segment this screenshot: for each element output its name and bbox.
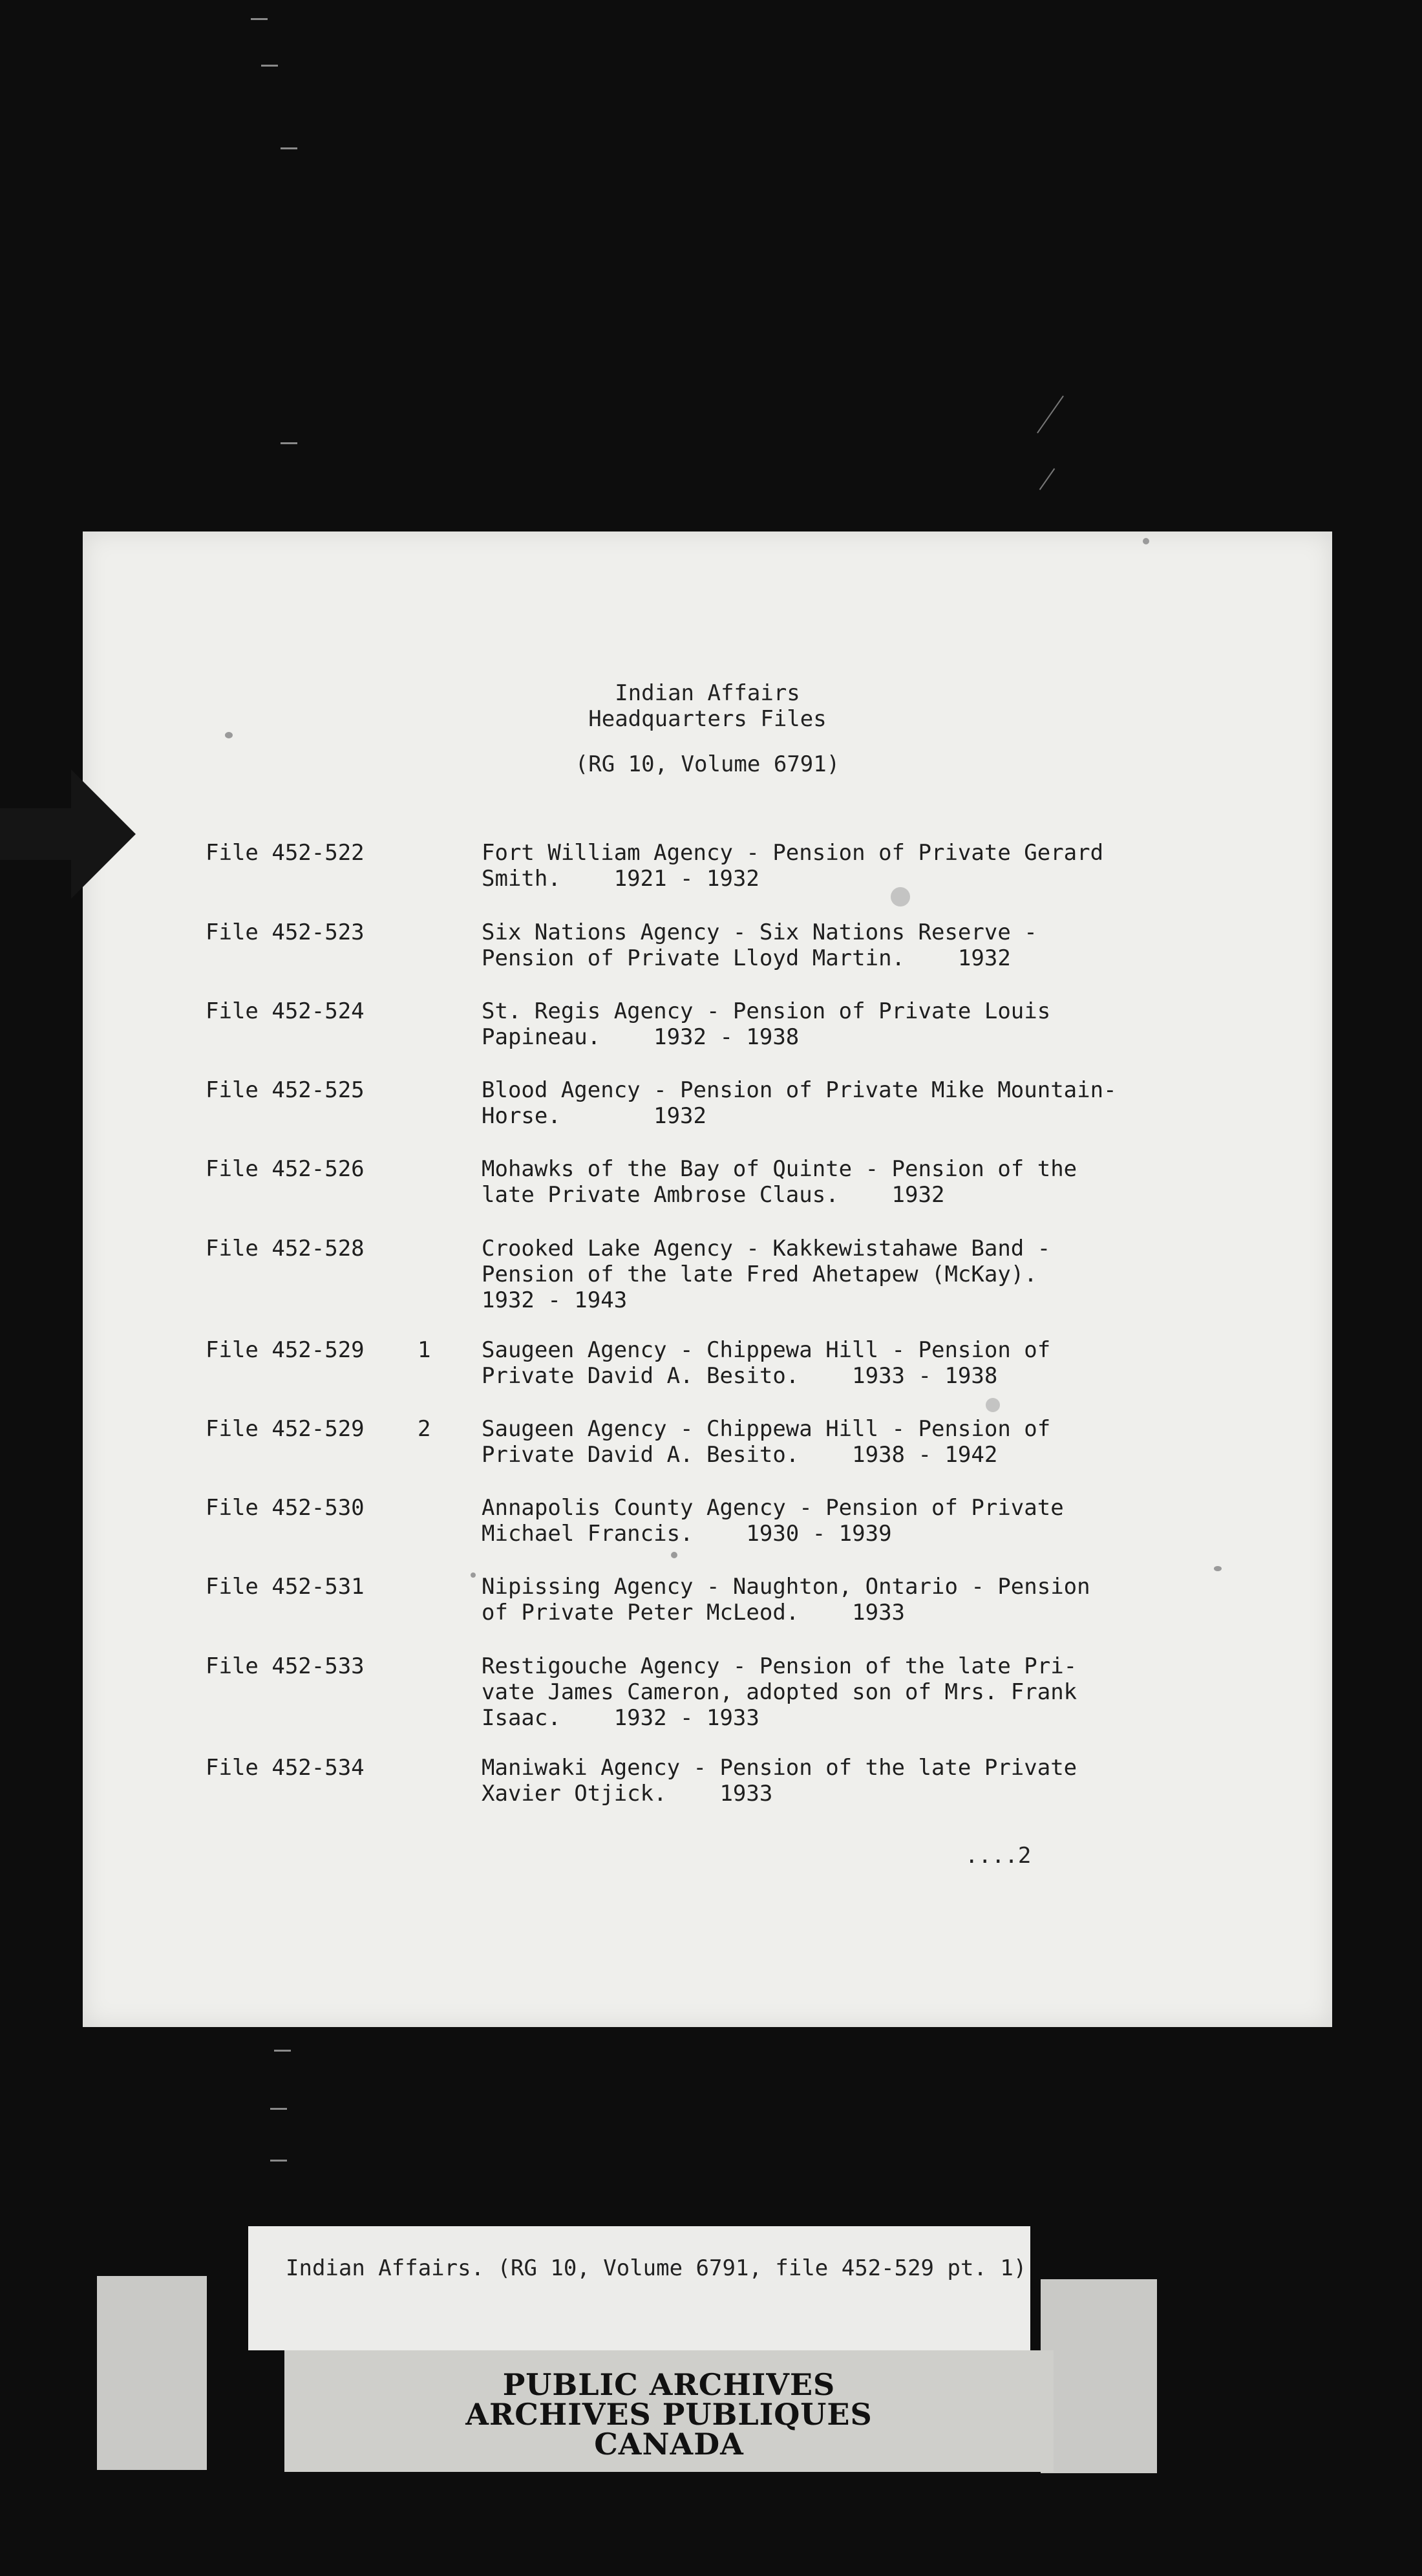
file-number: File 452-525 (206, 1077, 365, 1103)
stamp-line-country: CANADA (594, 2427, 744, 2462)
description-line: Xavier Otjick. 1933 (482, 1781, 773, 1807)
film-edge-mark (270, 2160, 287, 2162)
film-scratch (1037, 396, 1064, 433)
file-part-number: 2 (418, 1416, 431, 1442)
file-description (482, 1653, 1077, 1731)
file-number: File 452-528 (206, 1236, 365, 1261)
header-series: Headquarters Files (588, 706, 827, 732)
description-line: Private David A. Besito. 1933 - 1938 (482, 1363, 998, 1389)
file-list (83, 531, 1332, 2027)
file-description (482, 1755, 1077, 1807)
film-edge-mark (251, 18, 268, 20)
description-line: Papineau. 1932 - 1938 (482, 1024, 800, 1050)
file-description (482, 919, 1037, 971)
archives-stamp (284, 2350, 1054, 2472)
file-number: File 452-522 (206, 840, 365, 866)
file-description (482, 1156, 1077, 1208)
description-line: Six Nations Agency - Six Nations Reserve - (482, 919, 1037, 945)
file-number: File 452-529 (206, 1337, 365, 1363)
header-agency: Indian Affairs (615, 680, 800, 706)
film-edge-mark (281, 442, 297, 444)
film-edge-mark (281, 147, 297, 149)
description-line: Fort William Agency - Pension of Private Gerard (482, 840, 1104, 866)
file-number: File 452-529 (206, 1416, 365, 1442)
film-edge-mark (274, 2050, 291, 2052)
description-line: Crooked Lake Agency - Kakkewistahawe Band - (482, 1236, 1051, 1261)
description-line: Maniwaki Agency - Pension of the late Private (482, 1755, 1077, 1781)
file-number: File 452-530 (206, 1495, 365, 1521)
stamp-line-french: ARCHIVES PUBLIQUES (465, 2397, 873, 2432)
file-number: File 452-531 (206, 1574, 365, 1600)
file-description (482, 1077, 1117, 1129)
microfilm-label-card (248, 2226, 1030, 2350)
file-part-number: 1 (418, 1337, 431, 1363)
file-description (482, 1574, 1090, 1626)
page-continuation: ....2 (965, 1843, 1032, 1869)
description-line: of Private Peter McLeod. 1933 (482, 1600, 906, 1626)
description-line: Pension of Private Lloyd Martin. 1932 (482, 945, 1011, 971)
film-scratch (1039, 468, 1056, 490)
file-description (482, 1236, 1050, 1313)
description-line: Nipissing Agency - Naughton, Ontario - Pension (482, 1574, 1090, 1600)
description-line: late Private Ambrose Claus. 1932 (482, 1182, 945, 1208)
stamp-line-english: PUBLIC ARCHIVES (502, 2367, 836, 2402)
file-number: File 452-526 (206, 1156, 365, 1182)
file-number: File 452-534 (206, 1755, 365, 1781)
file-number: File 452-523 (206, 919, 365, 945)
file-description (482, 1495, 1064, 1547)
film-edge-mark (270, 2108, 287, 2110)
file-description (482, 840, 1103, 892)
description-line: Annapolis County Agency - Pension of Private (482, 1495, 1064, 1521)
description-line: Michael Francis. 1930 - 1939 (482, 1521, 892, 1547)
description-line: vate James Cameron, adopted son of Mrs. Frank (482, 1679, 1077, 1705)
description-line: Horse. 1932 (482, 1103, 706, 1129)
description-line: St. Regis Agency - Pension of Private Louis (482, 998, 1051, 1024)
document-page (83, 531, 1332, 2027)
description-line: Saugeen Agency - Chippewa Hill - Pension of (482, 1337, 1051, 1363)
mount-block-right (1041, 2279, 1157, 2473)
microfilm-label-text: Indian Affairs. (RG 10, Volume 6791, file 452-529 pt. 1) (286, 2255, 1027, 2281)
description-line: Restigouche Agency - Pension of the late Pri- (482, 1653, 1077, 1679)
file-description (482, 998, 1050, 1050)
description-line: Pension of the late Fred Ahetapew (McKay). (482, 1261, 1037, 1287)
mount-block-left (97, 2276, 207, 2470)
file-number: File 452-524 (206, 998, 365, 1024)
right-arrow-icon (0, 769, 136, 899)
file-description (482, 1337, 1050, 1389)
film-edge-mark (261, 65, 278, 67)
file-description (482, 1416, 1050, 1468)
description-line: Saugeen Agency - Chippewa Hill - Pension of (482, 1416, 1051, 1442)
description-line: Mohawks of the Bay of Quinte - Pension of the (482, 1156, 1077, 1182)
header-volume: (RG 10, Volume 6791) (575, 751, 840, 777)
description-line: Blood Agency - Pension of Private Mike Mountain- (482, 1077, 1117, 1103)
file-number: File 452-533 (206, 1653, 365, 1679)
description-line: 1932 - 1943 (482, 1287, 628, 1313)
description-line: Isaac. 1932 - 1933 (482, 1705, 759, 1731)
description-line: Smith. 1921 - 1932 (482, 866, 759, 892)
description-line: Private David A. Besito. 1938 - 1942 (482, 1442, 998, 1468)
